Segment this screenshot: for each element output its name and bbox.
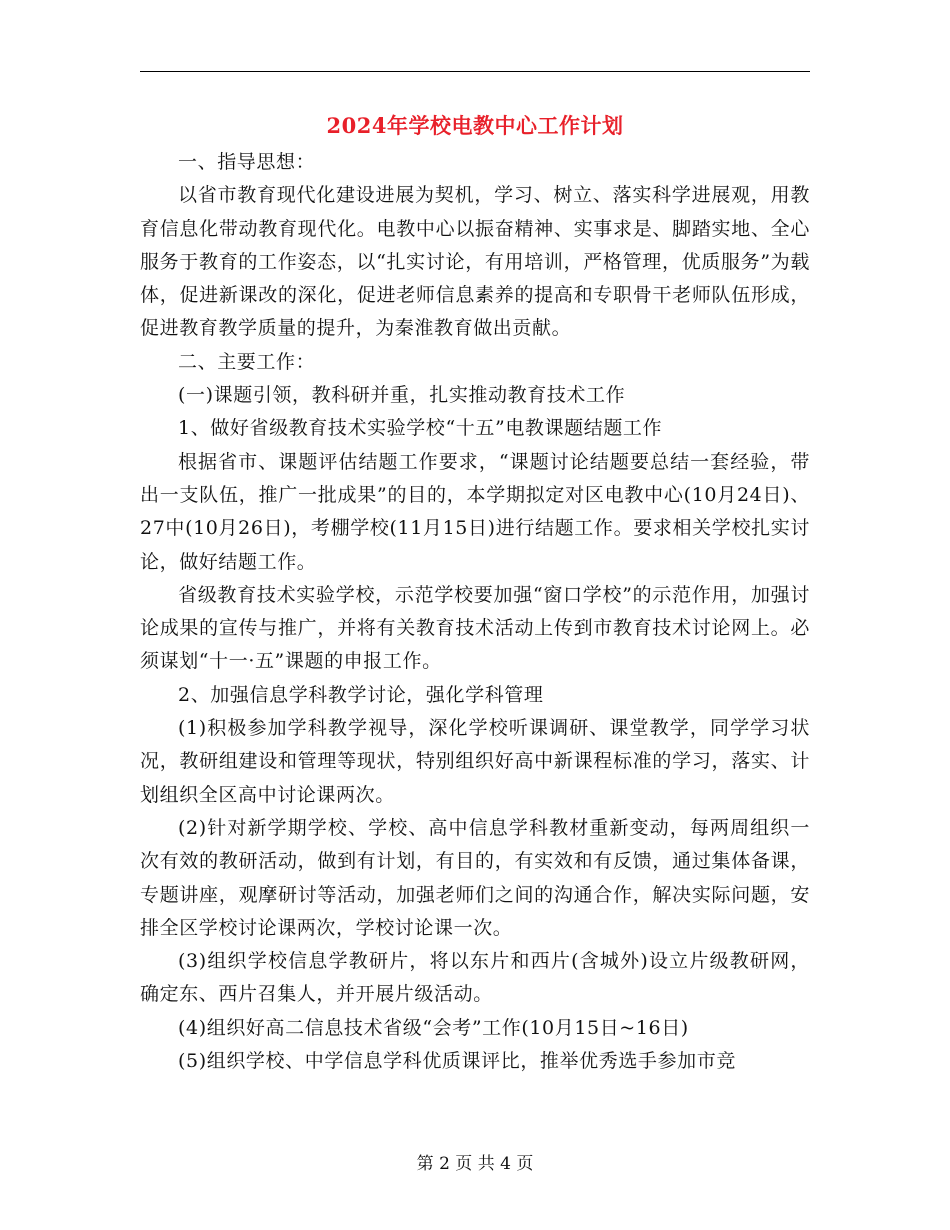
list-item-1: (1)积极参加学科教学视导，深化学校听课调研、课堂教学，同学学习状况，教研组建设和管理等现状，特别组织好高中新课程标准的学习，落实、计划组织全区高中讨论课两次。 — [140, 717, 810, 806]
subsection-heading-research: (一)课题引领，教科研并重，扎实推动教育技术工作 — [178, 384, 626, 407]
document-title: 2024年学校电教中心工作计划 — [326, 113, 624, 138]
list-item-4: (4)组织好高二信息技术省级“会考”工作(10月15日~16日) — [178, 1016, 689, 1039]
list-item-3: (3)组织学校信息学教研片，将以东片和西片(含城外)设立片级教研网，确定东、西片召集人，并开展片级活动。 — [140, 950, 810, 1006]
section-heading-guiding-ideology: 一、指导思想： — [178, 151, 316, 173]
paragraph-guiding-ideology: 以省市教育现代化建设进展为契机，学习、树立、落实科学进展观，用教育信息化带动教育现代化。电教中心以振奋精神、实事求是、脚踏实地、全心服务于教育的工作姿态，以“扎实讨论，有用培训，严格管理，优质服务”为载体，促进新课改的深化，促进老师信息素养的提高和专职骨干老师队伍形成，促进教育教学质量的提升，为秦淮教育做出贡献。 — [140, 184, 810, 340]
section-heading-main-work: 二、主要工作： — [178, 350, 316, 373]
list-item-2: (2)针对新学期学校、学校、高中信息学科教材重新变动，每两周组织一次有效的教研活动，做到有计划，有目的，有实效和有反馈，通过集体备课，专题讲座，观摩研讨等活动，加强老师们之间的沟通合作，解决实际问题，安排全区学校讨论课两次，学校讨论课一次。 — [140, 816, 810, 939]
item-heading-2: 2、加强信息学科教学讨论，强化学科管理 — [178, 683, 544, 706]
list-item-5: (5)组织学校、中学信息学科优质课评比，推举优秀选手参加市竞 — [178, 1050, 736, 1073]
page-footer: 第 2 页 共 4 页 — [416, 1154, 534, 1174]
item-heading-1: 1、做好省级教育技术实验学校“十五”电教课题结题工作 — [178, 417, 663, 440]
document-body — [140, 146, 810, 1078]
header-rule — [140, 71, 810, 72]
paragraph-demonstration-schools: 省级教育技术实验学校，示范学校要加强“窗口学校”的示范作用，加强讨论成果的宣传与推广，并将有关教育技术活动上传到市教育技术讨论网上。必须谋划“十一·五”课题的申报工作。 — [140, 583, 810, 673]
paragraph-conclusion-work: 根据省市、课题评估结题工作要求，“课题讨论结题要总结一套经验，带出一支队伍，推广一批成果”的目的，本学期拟定对区电教中心(10月24日)、27中(10月26日)，考棚学校(11月15日)进行结题工作。要求相关学校扎实讨论，做好结题工作。 — [140, 450, 810, 573]
